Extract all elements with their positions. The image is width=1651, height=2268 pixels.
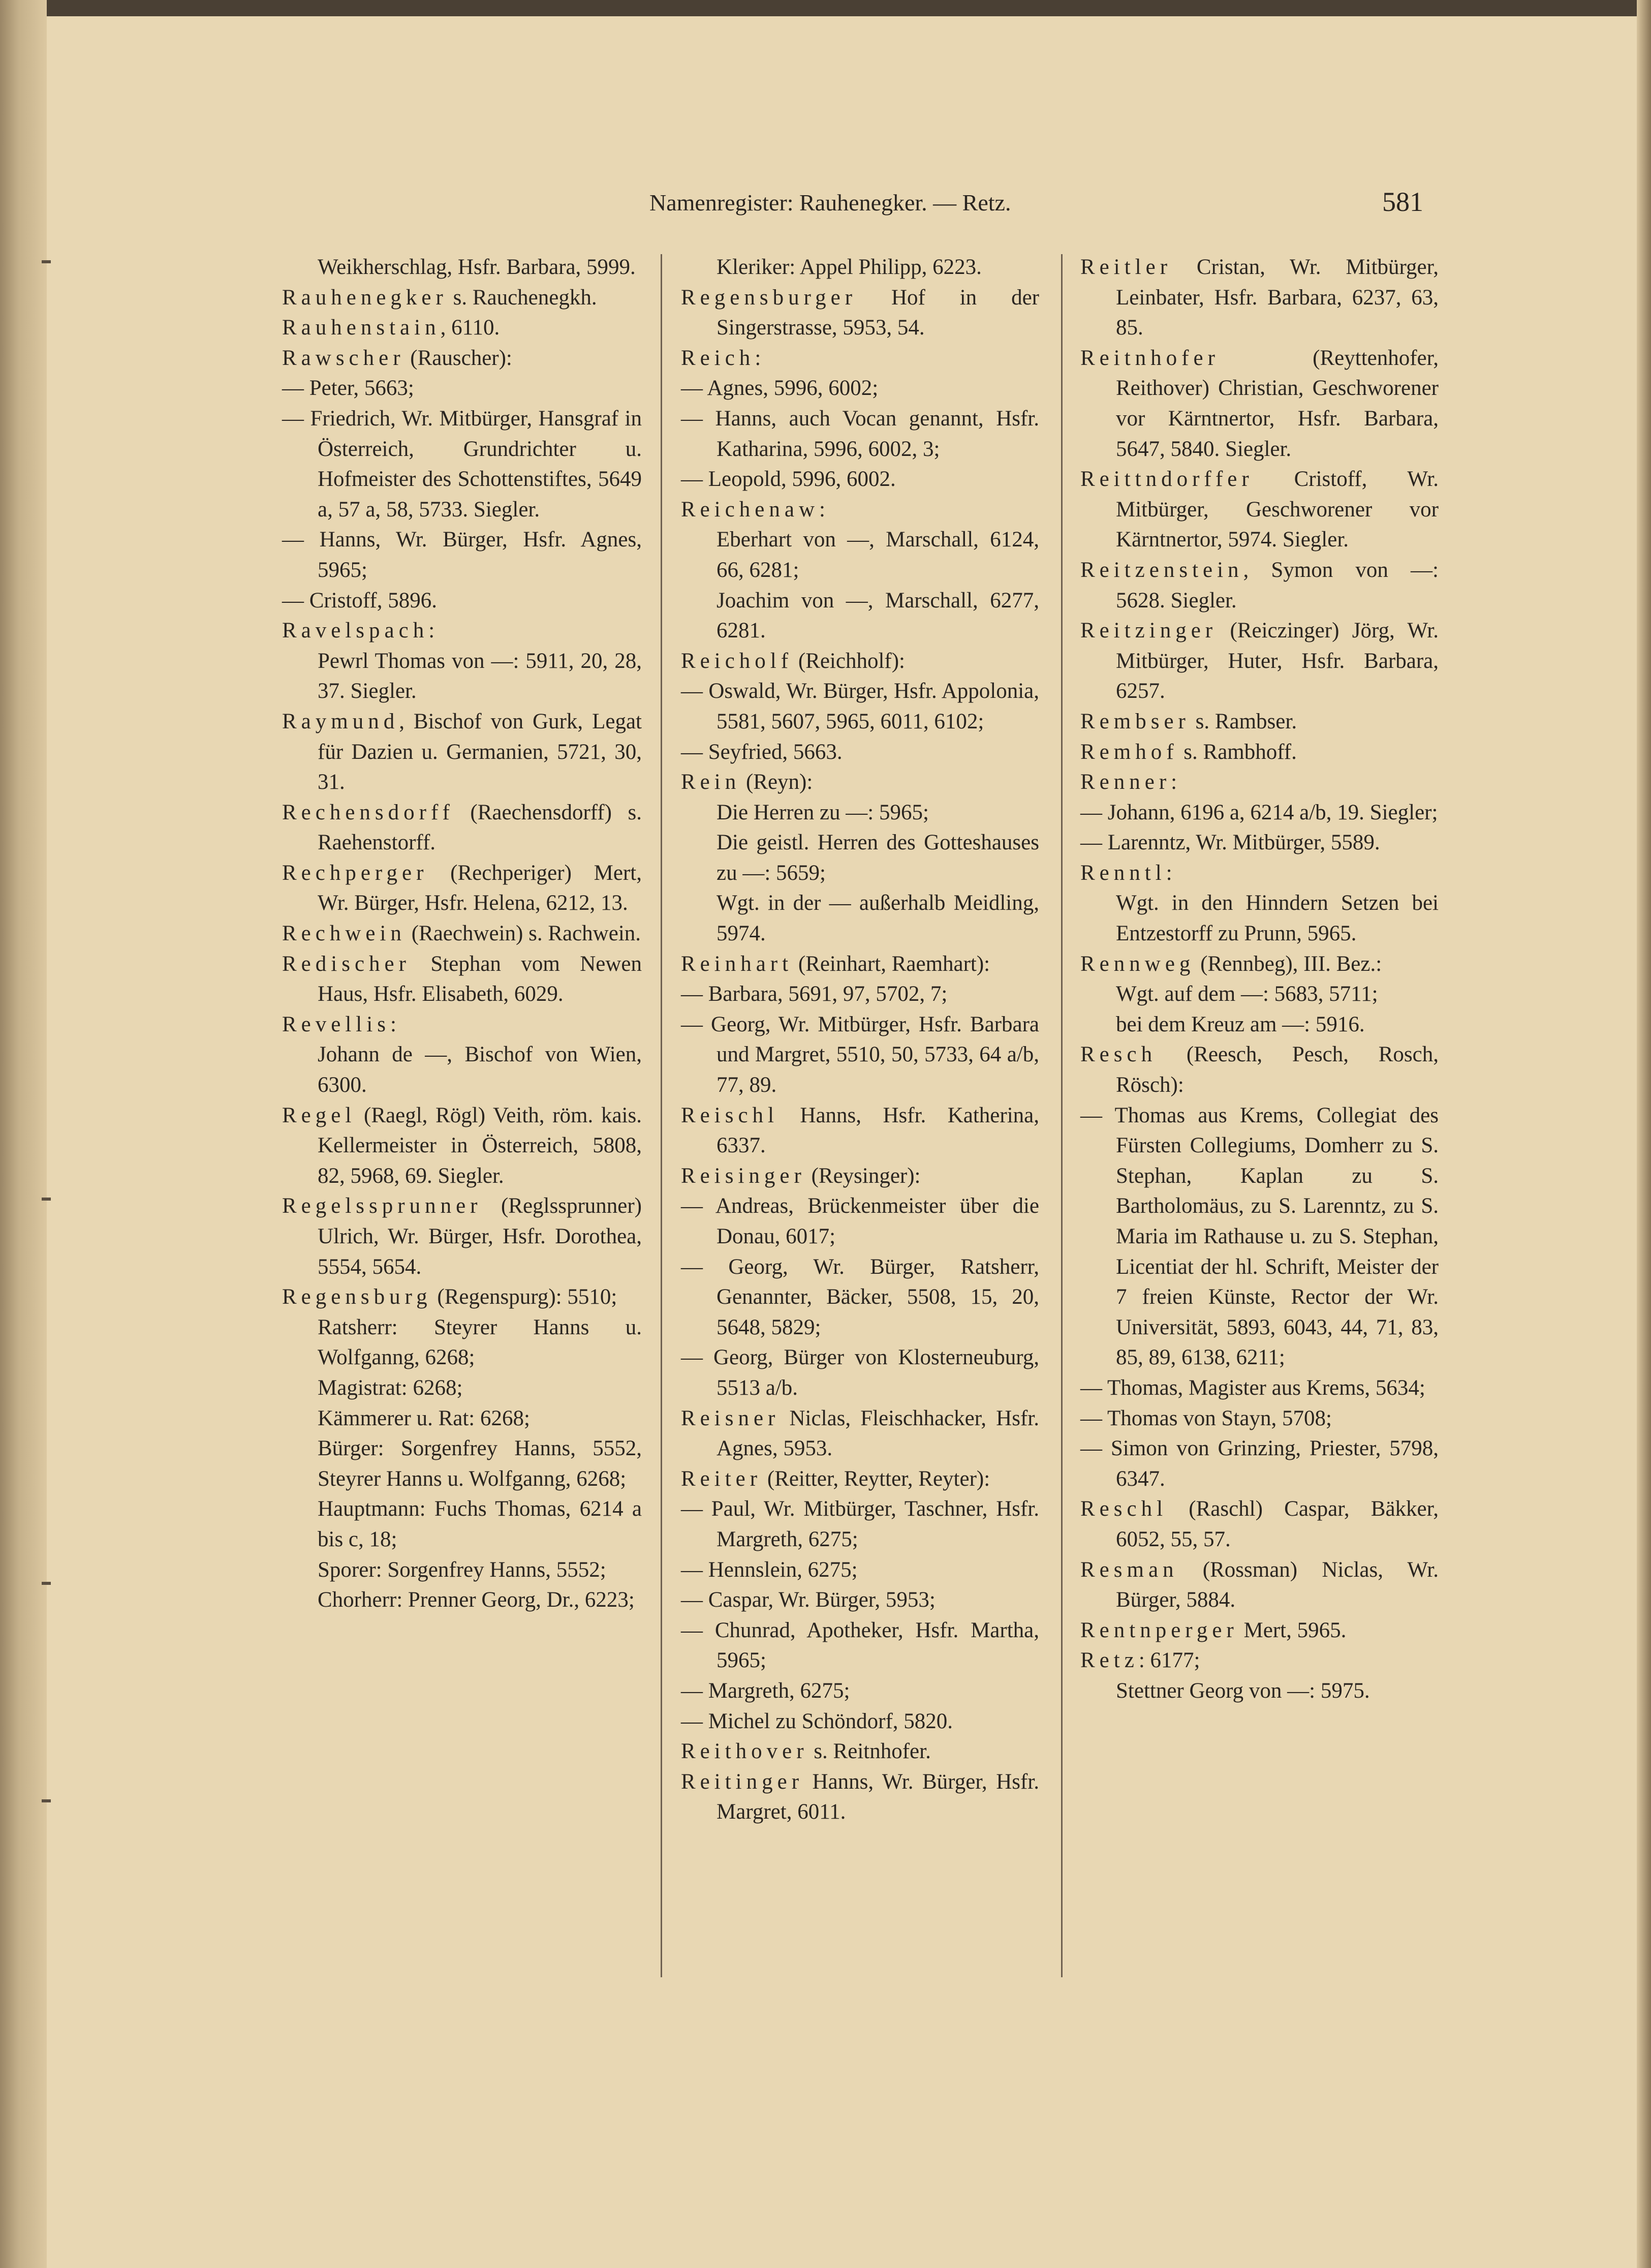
entry-text: Mert, 5965. [1238, 1618, 1347, 1642]
index-entry [1080, 1555, 1439, 1615]
entry-text: Hanns, Hsfr. Katherina, 6337. [717, 1103, 1039, 1158]
entry-text: (Regenspurg): 5510; [431, 1285, 617, 1309]
entry-text: (Reiczinger) Jörg, Wr. Mitbürger, Huter, Hsfr. Barbara, 6257. [1116, 619, 1439, 703]
entry-keyword: Rechperger [282, 861, 428, 885]
index-entry [1080, 616, 1439, 707]
entry-text: (Raschl) Caspar, Bäkker, 6052, 55, 57. [1116, 1497, 1439, 1551]
index-entry [1080, 1009, 1439, 1040]
index-entry [282, 1403, 642, 1434]
index-entry [1080, 888, 1439, 948]
entry-text: — Seyfried, 5663. [681, 740, 843, 764]
entry-text: (Raechwein) s. Rachwein. [406, 922, 641, 946]
index-entry [681, 1494, 1039, 1554]
entry-keyword: Reich [681, 346, 755, 370]
entry-keyword: Rennweg [1080, 952, 1195, 976]
column-divider [1061, 254, 1063, 1977]
index-column-2 [681, 252, 1039, 1827]
index-entry [282, 858, 642, 918]
entry-text: (Reysinger): [805, 1163, 921, 1188]
index-entry [282, 798, 642, 858]
entry-text: — Hanns, Wr. Bürger, Hsfr. Agnes, 5965; [282, 528, 642, 582]
entry-keyword: Reiter [681, 1466, 762, 1491]
entry-text: — Friedrich, Wr. Mitbürger, Hansgraf in Österreich, Grundrichter u. Hofmeister des Schottenstiftes, 5649 a, 57 a, 58, 5733. Siegler. [282, 406, 642, 522]
entry-keyword: Reitzinger [1080, 619, 1218, 643]
entry-keyword: Regensburg [282, 1285, 432, 1309]
entry-text: , 6110. [440, 316, 500, 340]
entry-text: s. Rambser. [1190, 709, 1297, 733]
index-entry [282, 283, 642, 313]
index-entry [282, 1009, 642, 1040]
entry-keyword: Reichenaw [681, 497, 820, 522]
margin-mark [42, 1799, 51, 1802]
index-entry [681, 464, 1039, 495]
index-entry [1080, 1100, 1439, 1373]
entry-text: Wgt. auf dem —: 5683, 5711; [1116, 982, 1378, 1006]
index-entry [282, 949, 642, 1009]
index-entry [681, 495, 1039, 525]
index-entry [1080, 737, 1439, 768]
entry-keyword: Ravelspach [282, 619, 429, 643]
index-entry [1080, 949, 1439, 979]
entry-text: Pewrl Thomas von —: 5911, 20, 28, 37. Siegler. [318, 649, 642, 703]
index-entry [282, 616, 642, 646]
entry-keyword: Rechwein [282, 922, 406, 946]
entry-keyword: Remhof [1080, 740, 1178, 764]
index-entry [282, 343, 642, 374]
scan-top-border [0, 0, 1651, 16]
entry-keyword: Reischl [681, 1103, 778, 1127]
index-column-1 [282, 252, 642, 1615]
index-entry [282, 918, 642, 949]
entry-text: Bürger: Sorgenfrey Hanns, 5552, Steyrer Hanns u. Wolfganng, 6268; [318, 1436, 642, 1491]
entry-text: — Larenntz, Wr. Mitbürger, 5589. [1080, 831, 1380, 855]
index-entry [681, 737, 1039, 768]
index-entry [681, 252, 1039, 283]
entry-text: Magistrat: 6268; [318, 1375, 463, 1400]
entry-text: s. Rauchenegkh. [447, 285, 597, 310]
entry-text: Johann de —, Bischof von Wien, 6300. [318, 1043, 642, 1097]
index-entry [1080, 707, 1439, 737]
index-entry [282, 252, 642, 283]
index-entry [282, 404, 642, 525]
index-entry [282, 1555, 642, 1585]
entry-keyword: Rauhenstain [282, 316, 441, 340]
entry-text: Kämmerer u. Rat: 6268; [318, 1406, 530, 1430]
index-entry [681, 1615, 1039, 1676]
index-entry [282, 1039, 642, 1100]
index-entry [282, 1433, 642, 1494]
index-entry [1080, 1494, 1439, 1554]
book-spine-shadow [0, 0, 47, 2268]
entry-text: (Reglssprunner) Ulrich, Wr. Bürger, Hsfr. Dorothea, 5554, 5654. [318, 1194, 642, 1279]
index-entry [681, 798, 1039, 828]
entry-text: Kleriker: Appel Philipp, 6223. [717, 255, 982, 279]
entry-text: — Chunrad, Apotheker, Hsfr. Martha, 5965; [681, 1618, 1039, 1673]
entry-keyword: Resch [1080, 1043, 1157, 1067]
entry-keyword: Renner [1080, 770, 1171, 794]
index-entry [681, 343, 1039, 374]
entry-text: (Reyn): [740, 770, 813, 794]
entry-keyword: Rechensdorff [282, 800, 454, 824]
entry-text: — Andreas, Brückenmeister über die Donau, 6017; [681, 1194, 1039, 1248]
entry-keyword: Revellis [282, 1012, 390, 1036]
index-entry [681, 586, 1039, 646]
entry-keyword: Renntl [1080, 861, 1166, 885]
index-entry [681, 1464, 1039, 1494]
entry-text: : [390, 1012, 396, 1036]
index-entry [282, 373, 642, 404]
index-entry [1080, 1373, 1439, 1403]
index-entry [681, 373, 1039, 404]
index-entry [1080, 1676, 1439, 1706]
entry-keyword: Rentnperger [1080, 1618, 1238, 1642]
entry-text: (Raechensdorff) s. Raehenstorff. [318, 800, 642, 855]
entry-keyword: Reittndorffer [1080, 467, 1254, 492]
entry-text: : [1171, 770, 1177, 794]
entry-text: Chorherr: Prenner Georg, Dr., 6223; [318, 1588, 635, 1612]
entry-keyword: Raymund [282, 709, 399, 733]
index-entry [1080, 1403, 1439, 1434]
index-entry [681, 1736, 1039, 1767]
entry-keyword: Reisinger [681, 1163, 806, 1188]
entry-text: — Georg, Wr. Mitbürger, Hsfr. Barbara und Margret, 5510, 50, 5733, 64 a/b, 77, 89. [681, 1012, 1039, 1097]
entry-text: — Simon von Grinzing, Priester, 5798, 6347. [1080, 1436, 1439, 1491]
index-entry [1080, 252, 1439, 343]
entry-text: : [755, 346, 761, 370]
entry-text: Joachim von —, Marschall, 6277, 6281. [717, 588, 1039, 643]
index-entry [282, 1373, 642, 1403]
entry-text: Cristan, Wr. Mitbürger, Leinbater, Hsfr. Barbara, 6237, 63, 85. [1116, 255, 1439, 340]
entry-keyword: Retz [1080, 1648, 1139, 1673]
entry-text: , Bischof von Gurk, Legat für Dazien u. Germanien, 5721, 30, 31. [318, 709, 642, 794]
entry-keyword: Reitinger [681, 1769, 804, 1794]
index-entry [1080, 767, 1439, 798]
entry-keyword: Resman [1080, 1557, 1178, 1582]
entry-text: Stettner Georg von —: 5975. [1116, 1678, 1370, 1703]
index-entry [681, 283, 1039, 343]
column-divider [661, 254, 662, 1977]
page-right-edge [1637, 0, 1651, 2268]
entry-text: — Georg, Wr. Bürger, Ratsherr, Genannter, Bäcker, 5508, 15, 20, 5648, 5829; [681, 1254, 1039, 1339]
entry-text: : [1166, 861, 1172, 885]
index-entry [681, 1585, 1039, 1615]
entry-text: — Michel zu Schöndorf, 5820. [681, 1709, 953, 1733]
index-entry [1080, 464, 1439, 555]
margin-mark [42, 1582, 51, 1585]
entry-text: — Margreth, 6275; [681, 1678, 850, 1703]
entry-text: (Reitter, Reytter, Reyter): [762, 1466, 990, 1491]
index-entry [681, 525, 1039, 585]
index-column-3 [1080, 252, 1439, 1706]
index-entry [681, 1555, 1039, 1585]
entry-text: s. Reitnhofer. [808, 1739, 931, 1764]
entry-text: Hauptmann: Fuchs Thomas, 6214 a bis c, 18; [318, 1497, 642, 1551]
entry-text: Weikherschlag, Hsfr. Barbara, 5999. [318, 255, 636, 279]
entry-text: — Barbara, 5691, 97, 5702, 7; [681, 982, 948, 1006]
entry-keyword: Reinhart [681, 952, 793, 976]
index-entry [1080, 1433, 1439, 1494]
entry-keyword: Rauhenegker [282, 285, 448, 310]
entry-text: Wgt. in der — außerhalb Meidling, 5974. [717, 891, 1039, 946]
entry-text: — Johann, 6196 a, 6214 a/b, 19. Siegler; [1080, 800, 1438, 824]
index-entry [1080, 1645, 1439, 1676]
index-entry [681, 404, 1039, 464]
entry-keyword: Reitnhofer [1080, 346, 1220, 370]
index-entry [681, 1403, 1039, 1464]
entry-text: — Leopold, 5996, 6002. [681, 467, 896, 492]
index-entry [1080, 1615, 1439, 1646]
margin-mark [42, 1198, 51, 1201]
entry-keyword: Regel [282, 1103, 356, 1127]
index-entry [681, 646, 1039, 677]
entry-keyword: Reschl [1080, 1497, 1168, 1521]
entry-keyword: Redischer [282, 952, 411, 976]
index-entry [282, 1494, 642, 1554]
entry-text: (Reinhart, Raemhart): [793, 952, 990, 976]
index-entry [282, 1100, 642, 1191]
entry-keyword: Reisner [681, 1406, 780, 1430]
running-header: Namenregister: Rauhenegker. — Retz. [649, 190, 1011, 216]
index-entry [681, 888, 1039, 948]
index-entry [282, 313, 642, 343]
index-entry [282, 707, 642, 798]
entry-keyword: Regelssprunner [282, 1194, 482, 1218]
index-entry [681, 949, 1039, 979]
index-entry [681, 1252, 1039, 1343]
entry-text: — Thomas, Magister aus Krems, 5634; [1080, 1375, 1425, 1400]
entry-keyword: Regensburger [681, 285, 857, 310]
entry-text: Die Herren zu —: 5965; [717, 800, 929, 824]
index-entry [282, 646, 642, 707]
entry-keyword: Rawscher [282, 346, 405, 370]
index-entry [1080, 343, 1439, 464]
entry-text: Ratsherr: Steyrer Hanns u. Wolfganng, 6268; [318, 1315, 642, 1370]
index-entry [1080, 798, 1439, 828]
index-entry [282, 586, 642, 616]
index-entry [282, 1312, 642, 1373]
entry-keyword: Rein [681, 770, 741, 794]
entry-text: — Oswald, Wr. Bürger, Hsfr. Appolonia, 5581, 5607, 5965, 6011, 6102; [681, 679, 1039, 733]
entry-text: — Georg, Bürger von Klosterneuburg, 5513 a/b. [681, 1345, 1039, 1400]
index-entry [681, 1676, 1039, 1706]
entry-text: — Agnes, 5996, 6002; [681, 376, 879, 401]
entry-text: (Reesch, Pesch, Rosch, Rösch): [1116, 1043, 1439, 1097]
index-entry [681, 1706, 1039, 1737]
entry-text: Hof in der Singerstrasse, 5953, 54. [717, 285, 1039, 340]
entry-keyword: Reitzenstein [1080, 558, 1243, 582]
entry-text: — Cristoff, 5896. [282, 588, 437, 612]
index-entry [681, 827, 1039, 888]
index-entry [1080, 1039, 1439, 1100]
index-entry [681, 1191, 1039, 1251]
entry-text: Niclas, Fleischhacker, Hsfr. Agnes, 5953. [717, 1406, 1039, 1461]
entry-text: : 6177; [1138, 1648, 1200, 1673]
index-entry [681, 1767, 1039, 1827]
index-entry [681, 1161, 1039, 1191]
entry-text: (Reyttenhofer, Reithover) Christian, Geschworener vor Kärntnertor, Hsfr. Barbara, 5647, 5840. Siegler. [1116, 346, 1439, 461]
entry-text: — Paul, Wr. Mitbürger, Taschner, Hsfr. Margreth, 6275; [681, 1497, 1039, 1551]
entry-text: Stephan vom Newen Haus, Hsfr. Elisabeth, 6029. [318, 952, 642, 1006]
entry-text: Die geistl. Herren des Gotteshauses zu —: 5659; [717, 831, 1039, 885]
index-entry [1080, 827, 1439, 858]
entry-keyword: Rembser [1080, 709, 1190, 733]
entry-keyword: Reithover [681, 1739, 808, 1764]
entry-text: (Reichholf): [793, 649, 905, 673]
entry-text: Hanns, Wr. Bürger, Hsfr. Margret, 6011. [717, 1769, 1039, 1824]
entry-text: (Rossman) Niclas, Wr. Bürger, 5884. [1116, 1557, 1439, 1612]
index-entry [282, 525, 642, 585]
entry-text: , Symon von —: 5628. Siegler. [1116, 558, 1439, 612]
index-entry [282, 1282, 642, 1312]
margin-mark [42, 260, 51, 263]
index-entry [681, 767, 1039, 798]
index-entry [282, 1585, 642, 1615]
index-entry [681, 979, 1039, 1009]
entry-text: Wgt. in den Hinndern Setzen bei Entzestorff zu Prunn, 5965. [1116, 891, 1439, 946]
index-entry [1080, 979, 1439, 1009]
entry-text: — Thomas von Stayn, 5708; [1080, 1406, 1332, 1430]
entry-text: — Caspar, Wr. Bürger, 5953; [681, 1588, 936, 1612]
index-entry [681, 1009, 1039, 1100]
index-entry [282, 1191, 642, 1282]
entry-text: s. Rambhoff. [1178, 740, 1297, 764]
entry-text: (Rauscher): [404, 346, 512, 370]
entry-text: : [819, 497, 825, 522]
entry-text: — Peter, 5663; [282, 376, 414, 401]
index-entry [1080, 555, 1439, 616]
entry-text: Eberhart von —, Marschall, 6124, 66, 6281; [717, 528, 1039, 582]
page-number: 581 [1382, 187, 1423, 217]
index-entry [1080, 858, 1439, 888]
entry-text: bei dem Kreuz am —: 5916. [1116, 1012, 1365, 1036]
entry-keyword: Reicholf [681, 649, 793, 673]
index-entry [681, 1342, 1039, 1403]
entry-keyword: Reitler [1080, 255, 1172, 279]
entry-text: (Raegl, Rögl) Veith, röm. kais. Kellermeister in Österreich, 5808, 82, 5968, 69. Siegler. [318, 1103, 642, 1188]
entry-text: Cristoff, Wr. Mitbürger, Geschworener vor Kärntnertor, 5974. Siegler. [1116, 467, 1439, 552]
index-entry [681, 676, 1039, 737]
entry-text: — Hennslein, 6275; [681, 1557, 858, 1582]
entry-text: : [428, 619, 435, 643]
entry-text: (Rennbeg), III. Bez.: [1195, 952, 1382, 976]
entry-text: (Rechperiger) Mert, Wr. Bürger, Hsfr. Helena, 6212, 13. [318, 861, 642, 915]
entry-text: — Hanns, auch Vocan genannt, Hsfr. Katharina, 5996, 6002, 3; [681, 406, 1039, 461]
index-entry [681, 1100, 1039, 1161]
entry-text: Sporer: Sorgenfrey Hanns, 5552; [318, 1557, 606, 1582]
entry-text: — Thomas aus Krems, Collegiat des Fürsten Collegiums, Domherr zu S. Stephan, Kaplan zu S. Bartholomäus, zu S. Larenntz, zu S. Maria im Rathause u. zu S. Stephan, Licentiat der hl. Schrift, Meister der 7 freien Künste, Rector der Wr. Universität, 5893, 6043, 44, 71, 83, 85, 89, 6138, 6211; [1080, 1103, 1439, 1370]
